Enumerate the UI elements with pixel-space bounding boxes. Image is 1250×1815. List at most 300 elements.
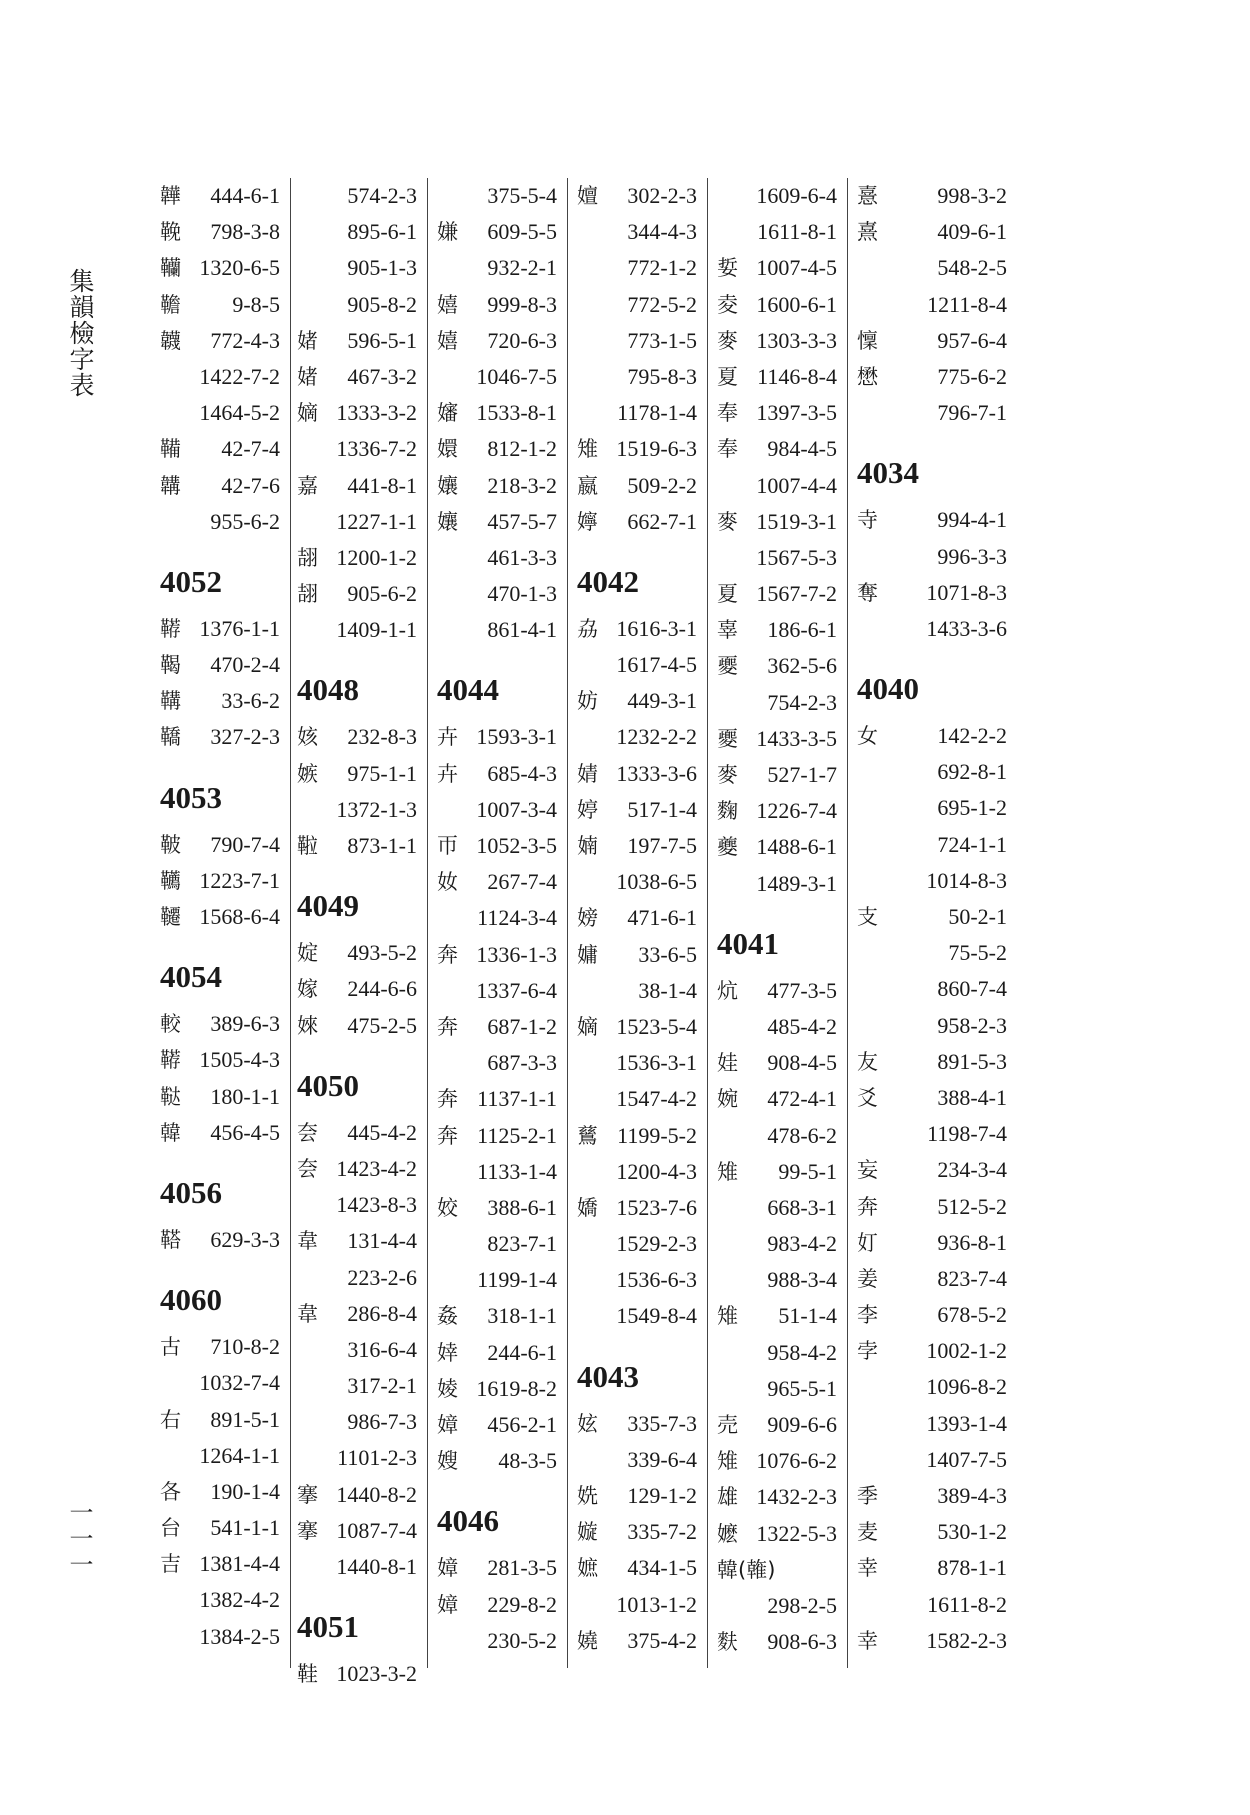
entry-reference: 244-6-1 xyxy=(487,1339,557,1365)
entry-reference: 42-7-4 xyxy=(221,436,280,462)
entry-reference: 936-8-1 xyxy=(937,1229,1007,1255)
index-entry xyxy=(857,323,1017,359)
index-entry xyxy=(577,1514,707,1550)
index-entry xyxy=(577,1262,707,1298)
entry-character: 帀 xyxy=(437,834,458,858)
entry-character: 李 xyxy=(857,1303,878,1328)
entry-character: 媎 xyxy=(297,328,318,353)
entry-reference: 471-6-1 xyxy=(627,905,697,931)
section-heading: 4048 xyxy=(297,672,359,708)
index-entry xyxy=(437,1154,567,1190)
index-entry xyxy=(437,1335,567,1371)
index-entry xyxy=(437,1407,567,1443)
entry-reference: 1137-1-1 xyxy=(477,1086,557,1112)
entry-character: 較 xyxy=(160,1012,181,1037)
index-entry xyxy=(297,1115,427,1151)
entry-character: 支 xyxy=(857,905,878,929)
entry-reference: 773-1-5 xyxy=(627,327,697,353)
entry-reference: 1464-5-2 xyxy=(199,400,280,426)
entry-reference: 909-6-6 xyxy=(767,1412,837,1437)
entry-reference: 958-4-2 xyxy=(767,1339,837,1365)
entry-character: 奉 xyxy=(717,401,738,426)
index-entry xyxy=(437,937,567,973)
entry-reference: 908-4-5 xyxy=(767,1050,837,1076)
entry-reference: 316-6-4 xyxy=(347,1336,417,1362)
index-column-6 xyxy=(857,178,1017,1668)
entry-character: 嫁 xyxy=(297,977,318,1002)
index-entry xyxy=(717,214,847,250)
index-entry xyxy=(160,1474,290,1510)
entry-reference: 1320-6-5 xyxy=(199,255,280,281)
entry-character: 幸 xyxy=(857,1628,878,1653)
entry-character: 卉 xyxy=(437,761,458,786)
index-entry xyxy=(437,1081,567,1117)
index-entry xyxy=(857,1623,1017,1659)
entry-reference: 281-3-5 xyxy=(487,1555,557,1581)
entry-character: 嫙 xyxy=(577,1520,598,1545)
entry-reference: 1046-7-5 xyxy=(476,363,557,389)
index-entry xyxy=(857,754,1017,790)
index-entry xyxy=(437,1118,567,1154)
entry-reference: 1178-1-4 xyxy=(617,400,697,426)
index-entry xyxy=(577,683,707,719)
index-entry xyxy=(717,395,847,431)
entry-reference: 318-1-1 xyxy=(487,1303,557,1329)
index-entry xyxy=(297,1187,427,1223)
entry-character: 鞲 xyxy=(160,689,181,714)
entry-reference: 493-5-2 xyxy=(347,940,417,966)
index-entry xyxy=(160,287,290,323)
entry-character: 嬣 xyxy=(577,509,598,534)
entry-reference: 891-5-3 xyxy=(937,1048,1007,1074)
entry-reference: 1519-6-3 xyxy=(616,436,697,462)
index-entry xyxy=(577,1623,707,1659)
index-entry xyxy=(160,504,290,540)
entry-reference: 234-3-4 xyxy=(937,1157,1007,1183)
entry-reference: 878-1-1 xyxy=(937,1555,1007,1581)
index-entry xyxy=(160,647,290,683)
index-entry xyxy=(437,540,567,576)
entry-reference: 1529-2-3 xyxy=(616,1231,697,1257)
index-entry xyxy=(717,866,847,902)
index-entry xyxy=(297,287,427,323)
entry-reference: 1600-6-1 xyxy=(756,291,837,317)
index-entry xyxy=(577,1226,707,1262)
index-entry xyxy=(437,1298,567,1334)
index-entry xyxy=(437,900,567,936)
index-entry xyxy=(297,971,427,1007)
entry-reference: 678-5-2 xyxy=(937,1302,1007,1328)
index-entry xyxy=(437,864,567,900)
index-entry xyxy=(297,1223,427,1259)
entry-character: 嫉 xyxy=(297,761,318,786)
index-entry xyxy=(857,1008,1017,1044)
entry-reference: 444-6-1 xyxy=(210,183,280,208)
index-entry xyxy=(297,1368,427,1404)
index-entry xyxy=(577,647,707,683)
index-entry xyxy=(577,395,707,431)
section-heading: 4056 xyxy=(160,1174,222,1210)
entry-character: 辜 xyxy=(717,618,738,643)
index-entry xyxy=(717,1118,847,1154)
entry-reference: 1264-1-1 xyxy=(199,1442,280,1468)
index-entry xyxy=(857,178,1017,214)
entry-reference: 409-6-1 xyxy=(937,219,1007,245)
index-entry xyxy=(717,468,847,504)
index-entry xyxy=(437,1226,567,1262)
entry-reference: 775-6-2 xyxy=(937,363,1007,389)
entry-reference: 456-2-1 xyxy=(487,1412,557,1437)
entry-character: 夒 xyxy=(717,726,738,751)
index-entry xyxy=(717,1588,847,1624)
entry-character: 夔 xyxy=(717,835,738,860)
entry-reference: 362-5-6 xyxy=(767,653,837,679)
entry-reference: 445-4-2 xyxy=(347,1119,417,1145)
index-entry xyxy=(297,1513,427,1549)
index-entry xyxy=(437,287,567,323)
entry-character: 季 xyxy=(857,1484,878,1508)
index-entry xyxy=(297,1404,427,1440)
entry-reference: 339-6-4 xyxy=(627,1446,697,1472)
entry-reference: 467-3-2 xyxy=(347,363,417,389)
entry-reference: 1087-7-4 xyxy=(336,1517,417,1543)
entry-reference: 1227-1-1 xyxy=(336,508,417,534)
entry-character: 翓 xyxy=(297,582,318,607)
entry-character: 雄 xyxy=(717,1485,738,1510)
index-entry xyxy=(717,1190,847,1226)
entry-reference: 302-2-3 xyxy=(627,183,697,208)
entry-character: 韂 xyxy=(160,292,181,317)
entry-reference: 1422-7-2 xyxy=(199,363,280,389)
index-entry xyxy=(297,612,427,648)
index-entry xyxy=(717,504,847,540)
entry-reference: 692-8-1 xyxy=(937,759,1007,785)
entry-character: 夌 xyxy=(717,292,738,317)
index-entry xyxy=(857,1369,1017,1405)
entry-character: 韓(雗) xyxy=(717,1557,776,1582)
entry-reference: 298-2-5 xyxy=(767,1592,837,1618)
entry-character: 婻 xyxy=(577,834,598,858)
entry-reference: 687-3-3 xyxy=(487,1050,557,1076)
entry-character: 幸 xyxy=(857,1556,878,1581)
index-entry xyxy=(297,719,427,755)
section-heading: 4043 xyxy=(577,1358,639,1394)
index-entry xyxy=(717,1335,847,1371)
entry-character: 姣 xyxy=(437,1195,458,1220)
entry-reference: 1200-1-2 xyxy=(336,544,417,570)
index-entry xyxy=(297,576,427,612)
entry-reference: 1199-1-4 xyxy=(477,1267,557,1293)
index-entry xyxy=(297,1477,427,1513)
index-entry xyxy=(857,1478,1017,1514)
index-entry xyxy=(160,1079,290,1115)
entry-reference: 1617-4-5 xyxy=(616,652,697,678)
index-entry xyxy=(577,756,707,792)
index-entry xyxy=(577,1298,707,1334)
entry-character: 爻 xyxy=(857,1085,878,1110)
index-entry xyxy=(160,395,290,431)
entry-character: 麥 xyxy=(717,509,738,534)
entry-character: 姦 xyxy=(437,1304,458,1329)
entry-reference: 541-1-1 xyxy=(210,1515,280,1541)
entry-reference: 229-8-2 xyxy=(487,1591,557,1617)
entry-character: 媎 xyxy=(297,364,318,389)
entry-character: 雉 xyxy=(717,1304,738,1329)
entry-character: 雉 xyxy=(717,1159,738,1184)
index-entry xyxy=(160,1042,290,1078)
entry-reference: 1211-8-4 xyxy=(927,291,1007,317)
entry-reference: 517-1-4 xyxy=(627,796,697,822)
index-entry xyxy=(857,1333,1017,1369)
entry-reference: 449-3-1 xyxy=(627,688,697,714)
entry-reference: 9-8-5 xyxy=(232,291,280,317)
index-entry xyxy=(857,1587,1017,1623)
entry-reference: 1133-1-4 xyxy=(477,1158,557,1184)
entry-reference: 955-6-2 xyxy=(210,508,280,534)
entry-character: 懍 xyxy=(857,328,878,353)
entry-reference: 710-8-2 xyxy=(210,1334,280,1360)
entry-reference: 470-2-4 xyxy=(210,652,280,678)
index-entry xyxy=(577,359,707,395)
index-column-1 xyxy=(160,178,291,1668)
entry-reference: 335-7-3 xyxy=(627,1410,697,1436)
entry-reference: 1547-4-2 xyxy=(616,1086,697,1112)
entry-reference: 1198-7-4 xyxy=(927,1121,1007,1147)
index-entry xyxy=(437,973,567,1009)
entry-reference: 388-6-1 xyxy=(487,1194,557,1220)
index-entry xyxy=(857,1044,1017,1080)
entry-reference: 772-4-3 xyxy=(210,327,280,353)
entry-character: 嫞 xyxy=(577,942,598,967)
index-entry xyxy=(857,827,1017,863)
entry-character: 搴 xyxy=(297,1482,318,1507)
index-entry xyxy=(857,1225,1017,1261)
index-entry xyxy=(857,611,1017,647)
index-entry xyxy=(717,287,847,323)
entry-character: 韝 xyxy=(160,473,181,498)
index-entry xyxy=(857,539,1017,575)
entry-character: 嬈 xyxy=(577,1628,598,1653)
entry-character: 婷 xyxy=(577,797,598,822)
section-heading: 4041 xyxy=(717,925,779,961)
entry-character: 韓 xyxy=(160,1120,181,1145)
entry-reference: 1007-4-5 xyxy=(756,255,837,281)
index-entry xyxy=(857,1406,1017,1442)
index-entry xyxy=(717,1443,847,1479)
entry-character: 姺 xyxy=(577,1484,598,1508)
entry-reference: 772-1-2 xyxy=(627,255,697,281)
index-entry xyxy=(577,1406,707,1442)
index-entry xyxy=(160,359,290,395)
entry-reference: 1303-3-3 xyxy=(756,327,837,353)
index-entry xyxy=(717,250,847,286)
entry-reference: 375-4-2 xyxy=(627,1627,697,1653)
index-entry xyxy=(297,359,427,395)
index-entry xyxy=(437,1009,567,1045)
index-entry xyxy=(437,576,567,612)
index-entry xyxy=(857,790,1017,826)
index-entry xyxy=(437,1045,567,1081)
entry-character: 孃 xyxy=(437,509,458,534)
entry-reference: 50-2-1 xyxy=(948,904,1007,929)
index-entry xyxy=(577,1478,707,1514)
entry-character: 奉 xyxy=(717,437,738,462)
entry-reference: 509-2-2 xyxy=(627,472,697,498)
entry-character: 鞋 xyxy=(297,1662,318,1687)
index-entry xyxy=(857,935,1017,971)
entry-reference: 1382-4-2 xyxy=(199,1587,280,1613)
entry-reference: 38-1-4 xyxy=(638,977,697,1003)
index-entry xyxy=(297,540,427,576)
entry-reference: 905-6-2 xyxy=(347,581,417,607)
entry-reference: 267-7-4 xyxy=(487,869,557,895)
section-heading: 4052 xyxy=(160,563,222,599)
entry-reference: 668-3-1 xyxy=(767,1194,837,1220)
entry-reference: 1536-3-1 xyxy=(616,1050,697,1076)
side-title: 集韻檢字表 xyxy=(66,268,95,398)
index-entry xyxy=(297,178,427,214)
index-entry xyxy=(577,431,707,467)
index-entry xyxy=(437,719,567,755)
entry-character: 婞 xyxy=(437,1340,458,1365)
index-entry xyxy=(857,1514,1017,1550)
entry-character: 卉 xyxy=(437,725,458,750)
index-entry xyxy=(577,828,707,864)
entry-reference: 1488-6-1 xyxy=(756,834,837,860)
index-entry xyxy=(717,1081,847,1117)
index-entry xyxy=(160,250,290,286)
entry-character: 搴 xyxy=(297,1518,318,1543)
index-entry xyxy=(717,1226,847,1262)
entry-reference: 1322-5-3 xyxy=(756,1520,837,1546)
entry-character: 鞨 xyxy=(160,653,181,678)
entry-reference: 999-8-3 xyxy=(487,291,557,317)
entry-reference: 375-5-4 xyxy=(487,183,557,208)
entry-reference: 441-8-1 xyxy=(347,472,417,498)
index-entry xyxy=(437,1623,567,1659)
entry-character: 嬉 xyxy=(437,328,458,353)
entry-reference: 629-3-3 xyxy=(210,1226,280,1252)
index-entry xyxy=(437,214,567,250)
entry-character: 孛 xyxy=(857,1339,878,1364)
entry-character: 雉 xyxy=(577,437,598,462)
index-entry xyxy=(160,1582,290,1618)
entry-character: 嬉 xyxy=(437,292,458,317)
index-entry xyxy=(857,1116,1017,1152)
entry-character: 妨 xyxy=(577,689,598,714)
entry-reference: 1433-3-5 xyxy=(756,725,837,751)
entry-reference: 472-4-1 xyxy=(767,1086,837,1112)
index-entry xyxy=(160,719,290,755)
index-entry xyxy=(857,1189,1017,1225)
entry-reference: 812-1-2 xyxy=(487,436,557,462)
entry-reference: 1372-1-3 xyxy=(336,796,417,822)
entry-character: 婧 xyxy=(577,761,598,786)
index-entry xyxy=(857,214,1017,250)
entry-reference: 389-4-3 xyxy=(937,1483,1007,1508)
entry-reference: 335-7-2 xyxy=(627,1519,697,1545)
entry-character: 台 xyxy=(160,1516,181,1541)
entry-character: 夏 xyxy=(717,364,738,389)
entry-character: 憙 xyxy=(857,184,878,208)
entry-reference: 891-5-1 xyxy=(210,1406,280,1432)
entry-reference: 1014-8-3 xyxy=(926,867,1007,893)
index-entry xyxy=(857,575,1017,611)
index-entry xyxy=(857,1442,1017,1478)
index-entry xyxy=(577,178,707,214)
entry-reference: 1397-3-5 xyxy=(756,400,837,426)
index-entry xyxy=(437,468,567,504)
entry-reference: 860-7-4 xyxy=(937,976,1007,1002)
entry-reference: 142-2-2 xyxy=(937,723,1007,749)
entry-character: 韤 xyxy=(160,328,181,353)
index-entry xyxy=(160,468,290,504)
index-entry xyxy=(717,1045,847,1081)
entry-character: 鞽 xyxy=(160,725,181,750)
entry-character: 鞔 xyxy=(160,220,181,245)
index-column-4 xyxy=(577,178,708,1668)
entry-reference: 1423-4-2 xyxy=(336,1155,417,1181)
entry-reference: 1616-3-1 xyxy=(616,615,697,641)
index-entry xyxy=(160,1438,290,1474)
entry-reference: 190-1-4 xyxy=(210,1478,280,1504)
index-entry xyxy=(437,612,567,648)
entry-character: 右 xyxy=(160,1407,181,1432)
entry-reference: 1125-2-1 xyxy=(477,1122,557,1148)
entry-reference: 186-6-1 xyxy=(767,617,837,643)
entry-reference: 1523-5-4 xyxy=(616,1013,697,1039)
index-entry xyxy=(437,431,567,467)
index-entry xyxy=(577,792,707,828)
entry-reference: 1549-8-4 xyxy=(616,1303,697,1329)
entry-reference: 724-1-1 xyxy=(937,831,1007,857)
entry-character: 嫌 xyxy=(437,220,458,245)
index-entry xyxy=(717,1552,847,1588)
entry-reference: 958-2-3 xyxy=(937,1012,1007,1038)
index-entry xyxy=(857,863,1017,899)
entry-reference: 1409-1-1 xyxy=(336,617,417,643)
entry-character: 嬛 xyxy=(437,437,458,462)
entry-character: 麥 xyxy=(717,328,738,353)
index-entry xyxy=(160,1402,290,1438)
entry-character: 翓 xyxy=(297,545,318,570)
entry-reference: 1232-2-2 xyxy=(616,724,697,750)
entry-reference: 754-2-3 xyxy=(767,689,837,715)
entry-reference: 389-6-3 xyxy=(210,1011,280,1037)
entry-character: 麴 xyxy=(717,799,738,824)
entry-reference: 131-4-4 xyxy=(347,1228,417,1254)
entry-character: 嫡 xyxy=(297,401,318,426)
entry-reference: 823-7-4 xyxy=(937,1265,1007,1291)
entry-reference: 1200-4-3 xyxy=(616,1158,697,1184)
section-heading: 4040 xyxy=(857,671,919,707)
entry-reference: 1440-8-1 xyxy=(336,1554,417,1579)
index-entry xyxy=(717,1371,847,1407)
entry-character: 姜 xyxy=(857,1266,878,1291)
entry-reference: 984-4-5 xyxy=(767,436,837,462)
entry-reference: 1336-1-3 xyxy=(476,941,557,967)
index-entry xyxy=(437,504,567,540)
index-entry xyxy=(717,359,847,395)
index-entry xyxy=(297,1656,427,1692)
section-heading: 4053 xyxy=(160,779,222,815)
index-entry xyxy=(857,971,1017,1007)
index-entry xyxy=(437,1550,567,1586)
entry-character: 嬌 xyxy=(577,1195,598,1220)
entry-character: 吉 xyxy=(160,1552,181,1577)
entry-reference: 1519-3-1 xyxy=(756,508,837,534)
entry-reference: 1384-2-5 xyxy=(199,1623,280,1649)
